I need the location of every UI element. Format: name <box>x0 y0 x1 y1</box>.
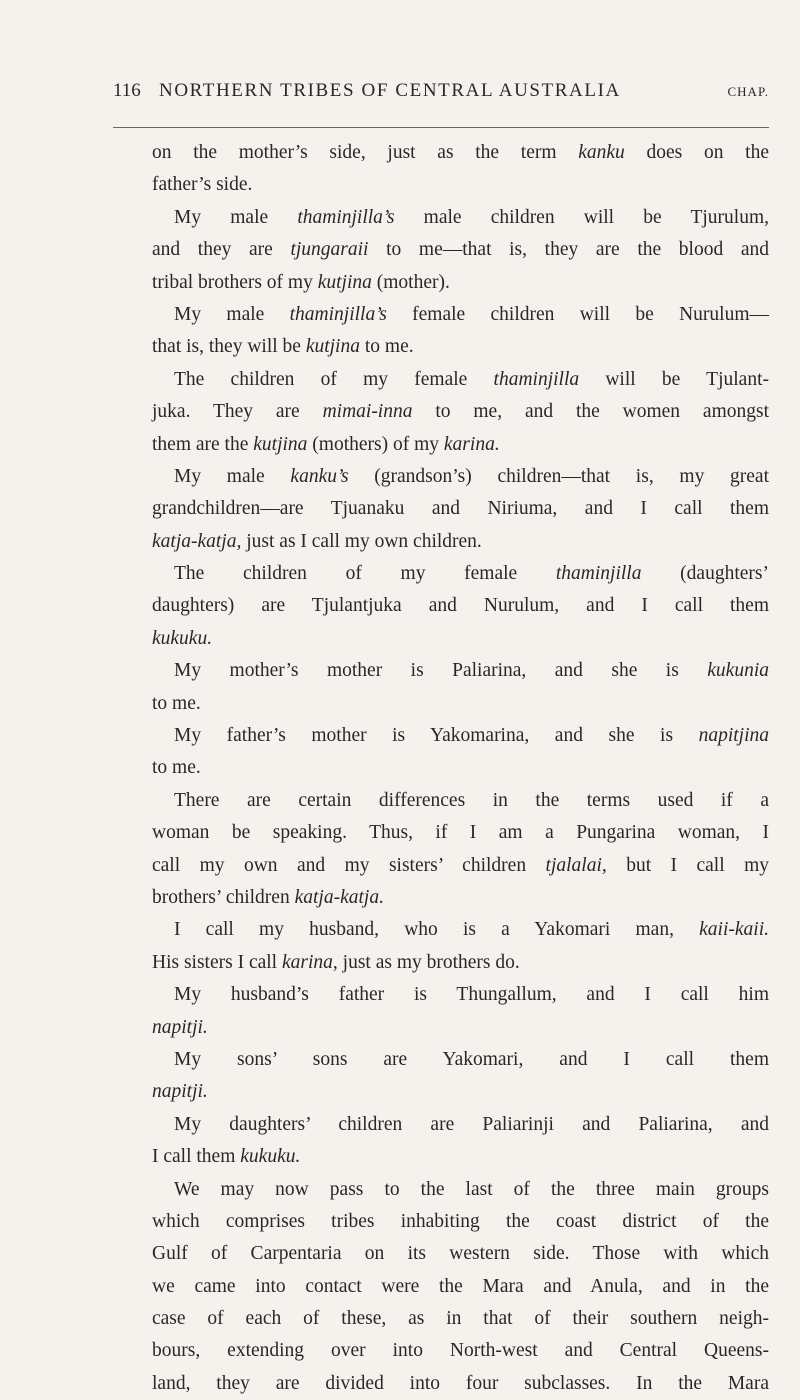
text-line <box>152 429 769 461</box>
text-line <box>152 461 769 493</box>
text-line <box>152 234 769 266</box>
text-run: on the mother’s side, just as the term <box>152 142 579 163</box>
text-run: His sisters I call <box>152 951 282 973</box>
text-line <box>152 785 769 817</box>
text-run: The children of my female <box>174 368 494 390</box>
text-run: brothers’ children <box>152 886 295 908</box>
text-line <box>152 137 769 169</box>
italic-term: tjalalai, <box>545 854 607 876</box>
text-line <box>152 493 769 525</box>
italic-term: kutjina <box>317 271 372 293</box>
running-title: NORTHERN TRIBES OF CENTRAL AUSTRALIA <box>159 80 621 101</box>
text-run: Gulf of Carpentaria on its western side. Those with which <box>152 1243 769 1265</box>
chapter-marker: CHAP. <box>727 84 769 99</box>
text-run: We may now pass to the last of the three main groups <box>174 1178 769 1200</box>
text-run: My husband’s father is Thungallum, and I call him <box>174 984 769 1006</box>
text-run: will be Tjulant- <box>579 368 769 390</box>
text-run: My mother’s mother is Paliarina, and she is <box>174 660 708 682</box>
header-rule <box>113 127 769 128</box>
text-line <box>152 202 769 234</box>
text-line <box>152 882 769 914</box>
text-line <box>152 1141 769 1173</box>
text-line <box>152 169 769 201</box>
text-run: to me—that is, they are the blood and <box>368 239 769 261</box>
text-run: and they are <box>152 239 291 261</box>
text-run: to me, and the women amongst <box>412 401 769 423</box>
page-header <box>113 80 769 102</box>
text-line <box>152 1303 769 1335</box>
text-run: woman be speaking. Thus, if I am a Pungarina woman, I <box>152 822 769 844</box>
text-run: My male <box>174 303 290 325</box>
body-text <box>152 137 769 1400</box>
text-run: call my own and my sisters’ children <box>152 854 546 876</box>
text-run: (mother). <box>371 271 450 293</box>
text-line <box>152 655 769 687</box>
italic-term: napitji. <box>152 1081 208 1103</box>
text-line <box>152 1174 769 1206</box>
text-line <box>152 1206 769 1238</box>
italic-term: katja-katja, <box>152 530 242 552</box>
italic-term: kukuku. <box>240 1146 301 1168</box>
text-line <box>152 623 769 655</box>
text-run: but I call my <box>606 854 770 876</box>
italic-term: mimai-inna <box>322 401 413 423</box>
text-run: (daughters’ <box>641 563 769 585</box>
text-line <box>152 396 769 428</box>
italic-term: kutjina <box>305 336 360 358</box>
text-run: that is, they will be <box>152 336 306 358</box>
text-run: (grandson’s) children—that is, my great <box>348 465 770 487</box>
text-line <box>152 1012 769 1044</box>
text-run: just as I call my own children. <box>241 530 482 552</box>
text-line <box>152 1109 769 1141</box>
italic-term: napitji. <box>152 1016 208 1038</box>
text-line <box>152 914 769 946</box>
italic-term: tjungaraii <box>290 239 369 261</box>
text-run: case of each of these, as in that of their southern neigh- <box>152 1308 769 1330</box>
text-run: to me. <box>152 692 201 714</box>
text-line <box>152 720 769 752</box>
text-run: land, they are divided into four subclasses. In the Mara <box>152 1372 769 1394</box>
text-line <box>152 1076 769 1108</box>
text-run: My daughters’ children are Paliarinji and Paliarina, and <box>174 1113 769 1135</box>
text-run: grandchildren—are Tjuanaku and Niriuma, and I call them <box>152 498 769 520</box>
text-run: My sons’ sons are Yakomari, and I call them <box>174 1048 769 1070</box>
text-run: My male <box>174 206 298 228</box>
italic-term: kukuku. <box>152 627 213 649</box>
italic-term: thaminjilla’s <box>289 303 387 325</box>
text-run: father’s side. <box>152 174 253 196</box>
text-run: My male <box>174 465 291 487</box>
text-run: My father’s mother is Yakomarina, and she is <box>174 725 699 747</box>
text-run: to me. <box>359 336 414 358</box>
text-run: daughters) are Tjulantjuka and Nurulum, and I call them <box>152 595 769 617</box>
italic-term: napitjina <box>698 725 769 747</box>
text-run: I call my husband, who is a Yakomari man, <box>174 919 700 941</box>
text-run: to me. <box>152 757 201 779</box>
text-line <box>152 1044 769 1076</box>
text-run: I call them <box>152 1146 241 1168</box>
text-line <box>152 299 769 331</box>
text-run: There are certain differences in the terms used if a <box>174 789 769 811</box>
text-run: them are the <box>152 433 254 455</box>
text-line <box>152 979 769 1011</box>
text-line <box>152 364 769 396</box>
text-line <box>152 688 769 720</box>
text-run: tribal brothers of my <box>152 271 318 293</box>
text-line <box>152 526 769 558</box>
text-run: male children will be Tjurulum, <box>394 206 769 228</box>
italic-term: thaminjilla <box>493 368 580 390</box>
italic-term: karina, <box>281 951 338 973</box>
text-line <box>152 267 769 299</box>
italic-term: karina. <box>443 433 500 455</box>
text-run: does on the <box>624 142 769 163</box>
text-line <box>152 752 769 784</box>
text-run: which comprises tribes inhabiting the coast district of the <box>152 1210 769 1232</box>
text-run: we came into contact were the Mara and Anula, and in the <box>152 1275 769 1297</box>
italic-term: kaii-kaii. <box>699 919 769 941</box>
text-line <box>152 590 769 622</box>
italic-term: kanku’s <box>290 465 349 487</box>
text-line <box>152 817 769 849</box>
text-run: The children of my female <box>174 563 556 585</box>
text-run: juka. They are <box>152 401 323 423</box>
text-run: bours, extending over into North-west and Central Queens- <box>152 1340 769 1362</box>
italic-term: thaminjilla’s <box>297 206 395 228</box>
italic-term: kanku <box>578 142 625 163</box>
text-run: female children will be Nurulum— <box>386 303 770 325</box>
italic-term: kutjina <box>253 433 308 455</box>
text-line <box>152 1368 769 1400</box>
text-line <box>152 1271 769 1303</box>
text-line <box>152 1238 769 1270</box>
text-line <box>152 1335 769 1367</box>
text-run: just as my brothers do. <box>337 951 520 973</box>
text-line <box>152 850 769 882</box>
text-line <box>152 947 769 979</box>
text-line <box>152 331 769 363</box>
italic-term: kukunia <box>707 660 769 682</box>
page-number: 116 <box>113 80 141 101</box>
text-run: (mothers) of my <box>307 433 444 455</box>
italic-term: katja-katja. <box>294 886 384 908</box>
text-line <box>152 558 769 590</box>
italic-term: thaminjilla <box>555 563 642 585</box>
